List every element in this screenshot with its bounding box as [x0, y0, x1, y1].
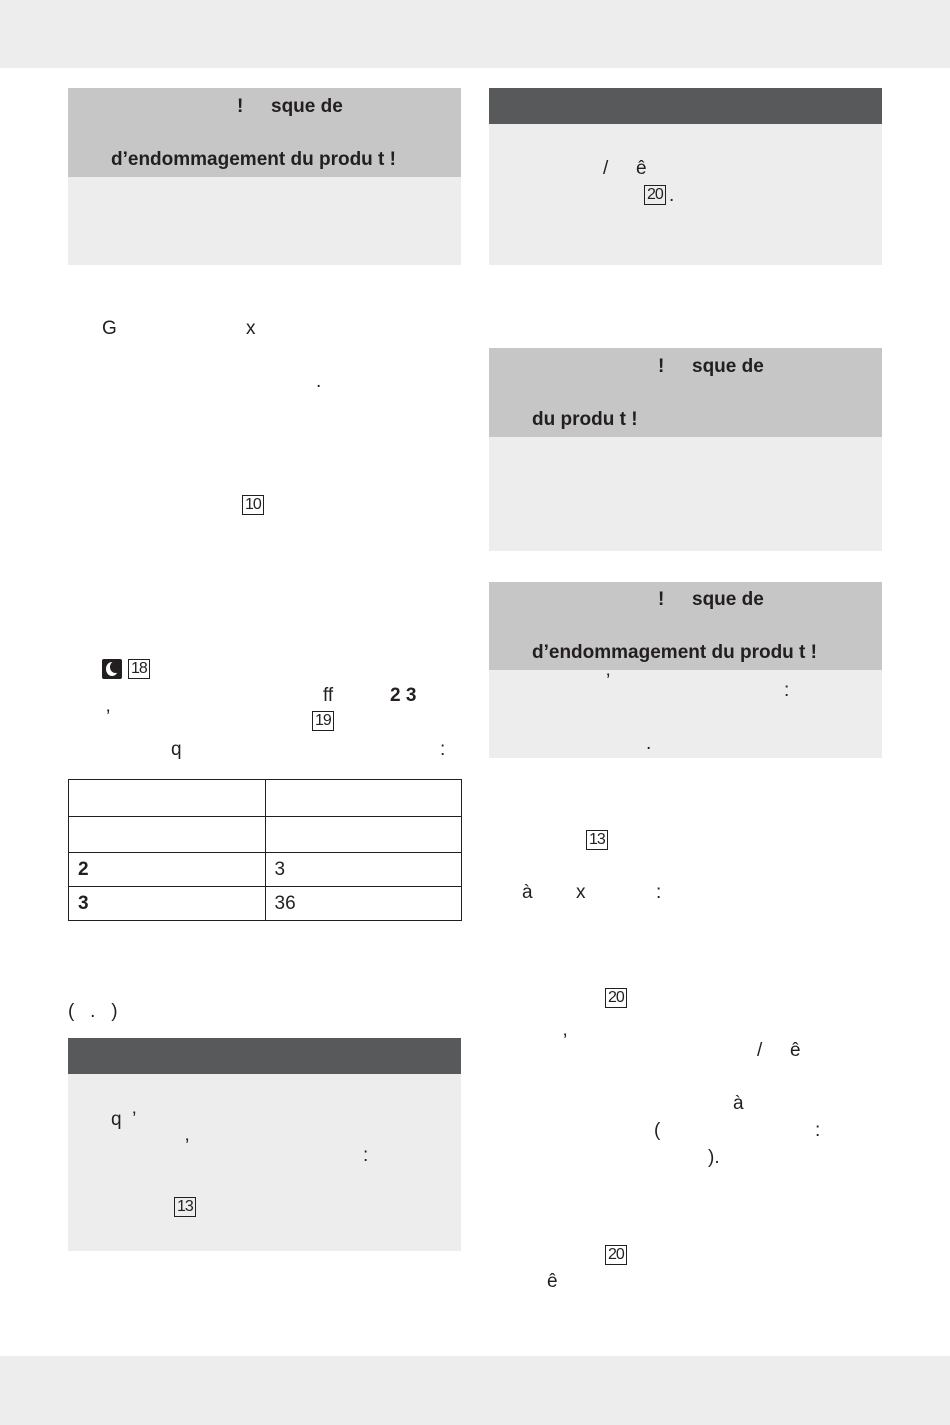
table-row — [69, 853, 462, 887]
text-fragment: ê — [547, 1271, 558, 1292]
text-fragment: ê — [636, 158, 647, 179]
text-fragment: . — [669, 185, 675, 206]
table-cell — [265, 817, 462, 853]
table-cell: 3 — [69, 887, 266, 921]
settings-table — [68, 779, 462, 921]
text-fragment: : — [363, 1145, 369, 1166]
text-fragment: x — [576, 882, 586, 903]
text-fragment: / — [757, 1040, 763, 1061]
warning-title-risk: sque de — [271, 96, 343, 117]
warning-title-risk: sque de — [692, 589, 764, 610]
warning-box-body — [68, 177, 461, 265]
moon-icon — [102, 659, 122, 679]
table-cell: 3 — [265, 853, 462, 887]
warning-title-damage: d’endommagement du produ t ! — [532, 642, 817, 663]
header-band — [0, 0, 950, 68]
text-fragment: ff — [323, 685, 334, 706]
warning-box-body — [489, 437, 882, 551]
text-fragment: ). — [708, 1147, 720, 1168]
note-box-body — [68, 1074, 461, 1251]
text-fragment: : — [815, 1120, 821, 1141]
warning-title-damage: du produ t ! — [532, 409, 638, 430]
text-fragment: ’ — [106, 707, 111, 728]
text-fragment: ’ — [185, 1136, 190, 1157]
text-fragment: ’ — [606, 671, 611, 692]
text-fragment: / — [603, 158, 609, 179]
part-reference-20: 20 — [605, 988, 627, 1008]
text-fragment: . — [646, 733, 652, 754]
text-fragment: à — [522, 882, 533, 903]
table-row — [69, 887, 462, 921]
part-reference-18: 18 — [128, 659, 150, 679]
text-fragment: q — [171, 739, 182, 760]
text-fragment: . — [316, 371, 322, 392]
text-fragment: x — [246, 318, 256, 339]
table-cell — [69, 780, 266, 817]
part-reference-13: 13 — [586, 830, 608, 850]
warning-title-exclamation: ! — [658, 356, 665, 377]
text-fragment: ’ — [563, 1031, 568, 1052]
warning-box-body — [489, 670, 882, 758]
text-fragment: ( . ) — [68, 1001, 118, 1022]
part-reference-20: 20 — [605, 1245, 627, 1265]
part-reference-20: 20 — [644, 185, 666, 205]
text-fragment: : — [656, 882, 662, 903]
text-fragment: ê — [790, 1040, 801, 1061]
note-box-body — [489, 124, 882, 265]
footer-band — [0, 1356, 950, 1425]
text-fragment: : — [440, 739, 446, 760]
warning-title-exclamation: ! — [237, 96, 244, 117]
table-cell: 36 — [265, 887, 462, 921]
text-fragment: ( — [654, 1120, 661, 1141]
text-fragment: G — [102, 318, 117, 339]
text-fragment: q ’ — [111, 1109, 137, 1130]
part-reference-10: 10 — [242, 495, 264, 515]
warning-title-risk: sque de — [692, 356, 764, 377]
part-reference-19: 19 — [312, 711, 334, 731]
table-row — [69, 817, 462, 853]
warning-title-exclamation: ! — [658, 589, 665, 610]
text-fragment: : — [784, 680, 790, 701]
table-row — [69, 780, 462, 817]
text-fragment: à — [733, 1093, 744, 1114]
table-cell — [69, 817, 266, 853]
part-reference-13: 13 — [174, 1197, 196, 1217]
table-cell — [265, 780, 462, 817]
text-fragment: 2 3 — [390, 685, 417, 706]
note-box-header — [68, 1038, 461, 1074]
table-cell: 2 — [69, 853, 266, 887]
note-box-header — [489, 88, 882, 124]
warning-title-damage: d’endommagement du produ t ! — [111, 149, 396, 170]
